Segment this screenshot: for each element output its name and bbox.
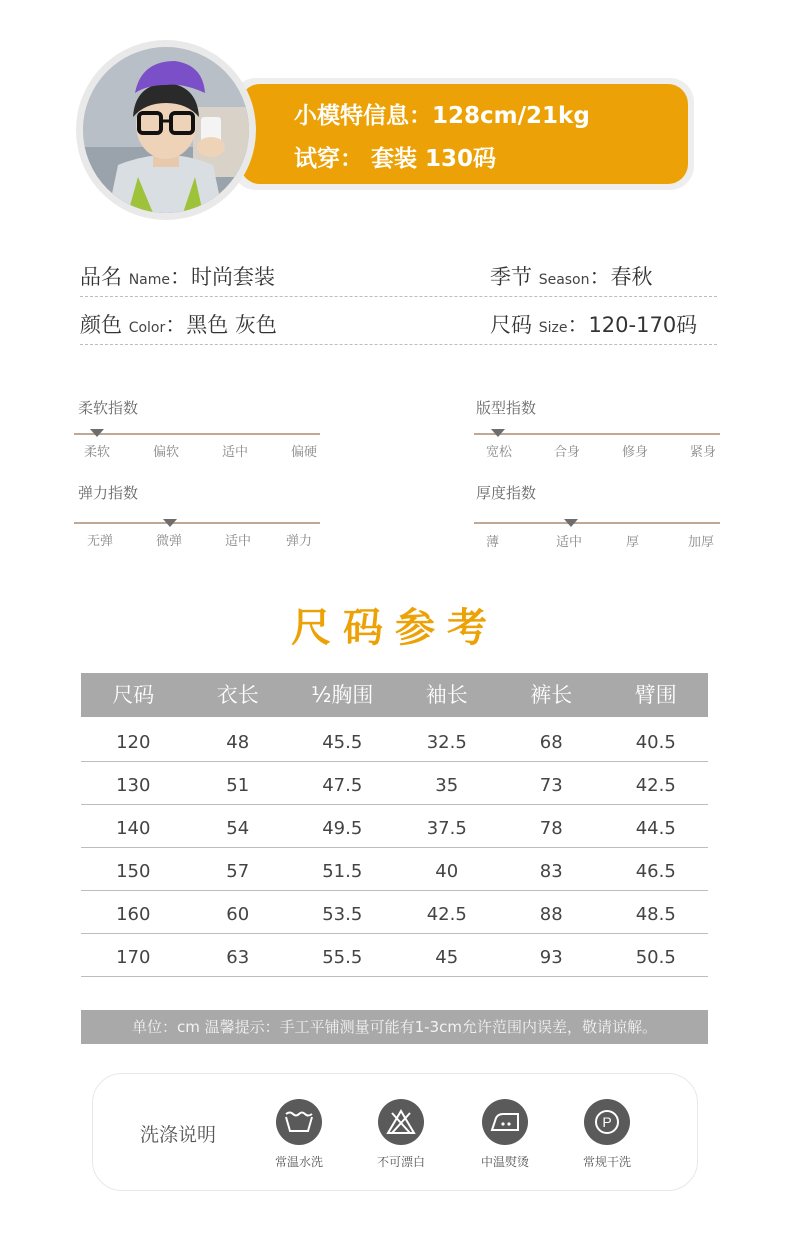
thickness-index-marker [564, 519, 578, 527]
wash-label: 不可漂白 [376, 1155, 425, 1169]
softness-label-1: 柔软 [84, 445, 111, 460]
table-cell: 160 [116, 904, 151, 925]
table-row [81, 762, 708, 805]
table-cell: 57 [226, 861, 250, 882]
table-cell: 46.5 [635, 861, 676, 882]
iron-icon [482, 1099, 528, 1145]
table-cell: 42.5 [426, 904, 467, 925]
table-cell: 40 [435, 861, 459, 882]
wash-label: 中温熨烫 [480, 1155, 529, 1169]
table-cell: 42.5 [635, 775, 676, 796]
thickness-index-title: 厚度指数 [476, 484, 537, 502]
table-cell: 53.5 [322, 904, 363, 925]
dry-clean-icon [584, 1099, 630, 1145]
softness-index-line [74, 433, 320, 435]
header-arm: 臂围 [634, 683, 677, 707]
table-row [81, 805, 708, 848]
model-try-text: 试穿： 套装 130码 [294, 146, 497, 172]
table-cell: 83 [539, 861, 563, 882]
name-en-label: Name [128, 272, 170, 288]
table-row [81, 891, 708, 934]
season-value: 春秋 [610, 265, 653, 289]
fit-index-title: 版型指数 [476, 399, 537, 417]
info-row-color-size [80, 299, 717, 345]
name-label: 品名 [80, 265, 122, 289]
header-sleeve: 袖长 [425, 683, 468, 707]
fit-label-1: 宽松 [486, 445, 513, 460]
model-avatar [83, 47, 249, 213]
table-cell: 78 [539, 818, 563, 839]
model-info-text: 小模特信息：128cm/21kg [294, 103, 590, 129]
fit-label-2: 合身 [554, 445, 581, 460]
season-label: 季节 [490, 265, 532, 289]
wash-tub-icon [276, 1099, 322, 1145]
size-label: 尺码 [490, 313, 532, 337]
table-cell: 35 [435, 775, 459, 796]
table-cell: 68 [539, 732, 563, 753]
softness-index-title: 柔软指数 [78, 399, 139, 417]
season-en-label: Season [538, 272, 590, 288]
thickness-index-line [474, 522, 720, 524]
fit-label-4: 紧身 [690, 445, 717, 460]
table-cell: 37.5 [426, 818, 467, 839]
color-label: 颜色 [80, 313, 122, 337]
color-value: 黑色 灰色 [186, 313, 277, 337]
wash-item-normal-wash [254, 1099, 344, 1170]
elasticity-label-1: 无弹 [87, 534, 114, 549]
wash-label: 常温水洗 [274, 1155, 323, 1169]
table-cell: 120 [116, 732, 151, 753]
table-cell: 32.5 [426, 732, 467, 753]
product-size: 尺码 Size：120-170码 [490, 313, 698, 337]
softness-label-4: 偏硬 [291, 445, 318, 460]
table-row [81, 717, 708, 762]
table-cell: 150 [116, 861, 151, 882]
product-name: 品名 Name：时尚套装 [80, 265, 275, 289]
wash-item-dry-clean [562, 1099, 652, 1170]
table-row [81, 934, 708, 977]
softness-label-2: 偏软 [153, 445, 180, 460]
table-cell: 40.5 [635, 732, 676, 753]
table-cell: 45.5 [322, 732, 363, 753]
table-cell: 51 [226, 775, 250, 796]
fit-index-marker [491, 429, 505, 437]
color-en-label: Color [128, 320, 166, 336]
table-cell: 88 [539, 904, 563, 925]
elasticity-label-4: 弹力 [286, 534, 313, 549]
thickness-label-3: 厚 [626, 535, 640, 550]
thickness-label-4: 加厚 [688, 535, 715, 550]
table-cell: 48 [226, 732, 250, 753]
fit-label-3: 修身 [622, 445, 649, 460]
measurement-note: 单位：cm 温馨提示：手工平铺测量可能有1-3cm允许范围内误差，敬请谅解。 [81, 1010, 708, 1044]
header-size: 尺码 [112, 683, 155, 707]
table-cell: 73 [539, 775, 563, 796]
svg-text:P: P [602, 1114, 612, 1130]
header-half-chest: ½胸围 [311, 683, 374, 707]
elasticity-index-title: 弹力指数 [78, 484, 139, 502]
softness-index-marker [90, 429, 104, 437]
size-table [81, 673, 708, 977]
table-cell: 48.5 [635, 904, 676, 925]
table-cell: 170 [116, 947, 151, 968]
header-pants-length: 裤长 [530, 683, 573, 707]
thickness-label-1: 薄 [486, 535, 500, 550]
size-en-label: Size [538, 320, 568, 336]
table-cell: 49.5 [322, 818, 363, 839]
wash-instructions-title: 洗涤说明 [140, 1124, 217, 1146]
table-cell: 51.5 [322, 861, 363, 882]
table-row [81, 848, 708, 891]
table-cell: 130 [116, 775, 151, 796]
wash-item-no-bleach [356, 1099, 446, 1170]
table-cell: 140 [116, 818, 151, 839]
table-cell: 55.5 [322, 947, 363, 968]
thickness-label-2: 适中 [556, 535, 583, 550]
elasticity-index-marker [163, 519, 177, 527]
no-bleach-icon [378, 1099, 424, 1145]
elasticity-label-3: 适中 [225, 534, 252, 549]
table-cell: 93 [539, 947, 563, 968]
product-color: 颜色 Color：黑色 灰色 [80, 313, 277, 337]
table-cell: 54 [226, 818, 250, 839]
table-cell: 50.5 [635, 947, 676, 968]
softness-label-3: 适中 [222, 445, 249, 460]
table-cell: 44.5 [635, 818, 676, 839]
elasticity-index-line [74, 522, 320, 524]
size-table-header [81, 673, 708, 717]
header-length: 衣长 [216, 683, 259, 707]
table-cell: 45 [435, 947, 459, 968]
table-cell: 63 [226, 947, 250, 968]
elasticity-label-2: 微弹 [156, 534, 183, 549]
wash-label: 常规干洗 [582, 1155, 631, 1169]
size-value: 120-170码 [588, 313, 698, 337]
fit-index-line [474, 433, 720, 435]
product-season: 季节 Season：春秋 [490, 265, 653, 289]
table-cell: 47.5 [322, 775, 363, 796]
info-row-name-season [80, 251, 717, 297]
table-cell: 60 [226, 904, 250, 925]
size-section-title: 尺码参考 [291, 605, 499, 651]
wash-item-iron [460, 1099, 550, 1170]
name-value: 时尚套装 [191, 265, 275, 289]
